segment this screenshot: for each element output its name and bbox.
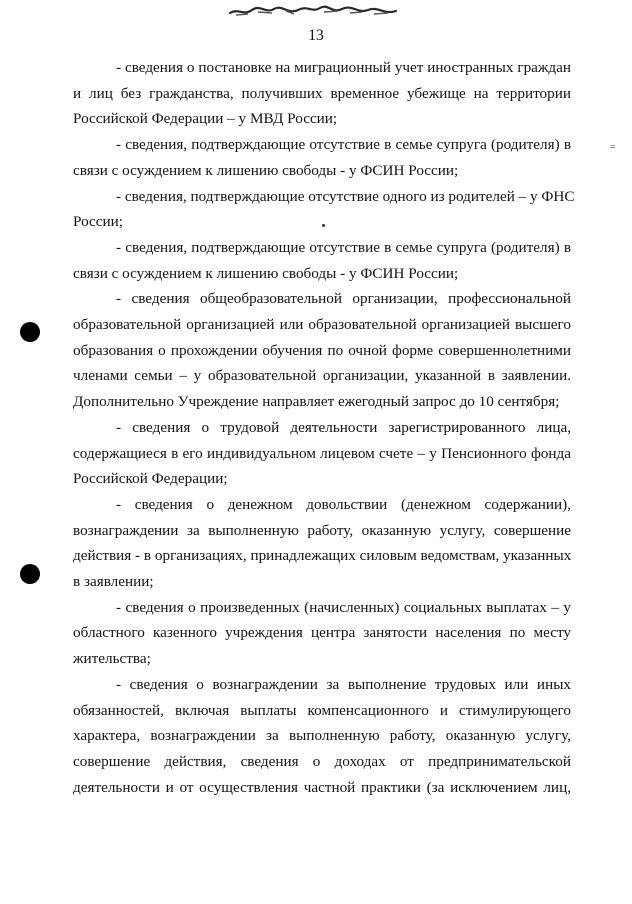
text-line: - сведения общеобразовательной организации, профессиональной	[116, 290, 571, 308]
paragraph-remuneration	[73, 672, 571, 801]
paragraph-migration-registration	[73, 55, 571, 132]
text-line: образовательной организацией или образовательной организацией высшего	[73, 316, 571, 334]
text-line: связи с осуждением к лишению свободы - у ФСИН России;	[73, 264, 459, 282]
margin-mark: =	[610, 142, 616, 153]
text-line: Дополнительно Учреждение направляет ежегодный запрос до 10 сентября;	[73, 393, 560, 411]
scan-artifact	[228, 2, 398, 20]
text-line: - сведения о постановке на миграционный учет иностранных граждан	[116, 59, 571, 76]
paragraph-education	[73, 286, 571, 415]
text-line: - сведения о денежном довольствии (денежном содержании),	[116, 495, 571, 513]
paragraph-spouse-absence-fsin	[73, 132, 571, 183]
text-line: деятельности и от осуществления частной практики (за исключением лиц,	[73, 778, 571, 796]
text-line: действия - в организациях, принадлежащих силовым ведомствам, указанных	[73, 547, 572, 565]
text-line: - сведения, подтверждающие отсутствие в семье супруга (родителя) в	[116, 136, 571, 154]
text-line: в заявлении;	[73, 573, 154, 591]
punch-hole	[20, 564, 40, 584]
text-line: - сведения о произведенных (начисленных) социальных выплатах – у	[116, 598, 571, 616]
text-line: областного казенного учреждения центра занятости населения по месту	[73, 624, 571, 642]
text-line: характера, вознаграждении за выполненную работу, оказанную услугу,	[73, 727, 571, 745]
text-line: обязанностей, включая выплаты компенсационного и стимулирующего	[73, 701, 571, 719]
text-line: - сведения, подтверждающие отсутствие одного из родителей – у ФНС	[116, 187, 575, 205]
paragraph-monetary-allowance	[73, 492, 571, 595]
text-line: - сведения, подтверждающие отсутствие в семье супруга (родителя) в	[116, 238, 571, 256]
text-line: совершение действия, сведения о доходах от предпринимательской	[73, 752, 571, 770]
text-line: и лиц без гражданства, получивших временное убежище на территории	[73, 84, 571, 102]
text-line: жительства;	[73, 650, 151, 668]
text-line: содержащиеся в его индивидуальном лицевом счете – у Пенсионного фонда	[73, 444, 571, 462]
paragraph-parent-absence-fns	[73, 184, 575, 235]
document-body	[73, 55, 575, 800]
paragraph-spouse-absence-fsin-repeat	[73, 235, 571, 286]
paragraph-employment-pension-fund	[73, 415, 571, 492]
text-line: Российской Федерации;	[73, 470, 228, 488]
text-line: - сведения о вознаграждении за выполнение трудовых или иных	[116, 675, 571, 693]
text-line: связи с осуждением к лишению свободы - у ФСИН России;	[73, 161, 459, 179]
text-line: образования о прохождении обучения по очной форме совершеннолетними	[73, 341, 571, 359]
text-line: членами семьи – у образовательной организации, указанной в заявлении.	[73, 367, 571, 385]
text-line: России;	[73, 213, 123, 231]
paragraph-social-payments	[73, 595, 571, 672]
text-line: Российской Федерации – у МВД России;	[73, 110, 338, 128]
text-line: - сведения о трудовой деятельности зарегистрированного лица,	[116, 418, 571, 436]
punch-hole	[20, 322, 40, 342]
text-line: вознаграждении за выполненную работу, оказанную услугу, совершение	[73, 521, 571, 539]
page-number: 13	[308, 27, 324, 44]
